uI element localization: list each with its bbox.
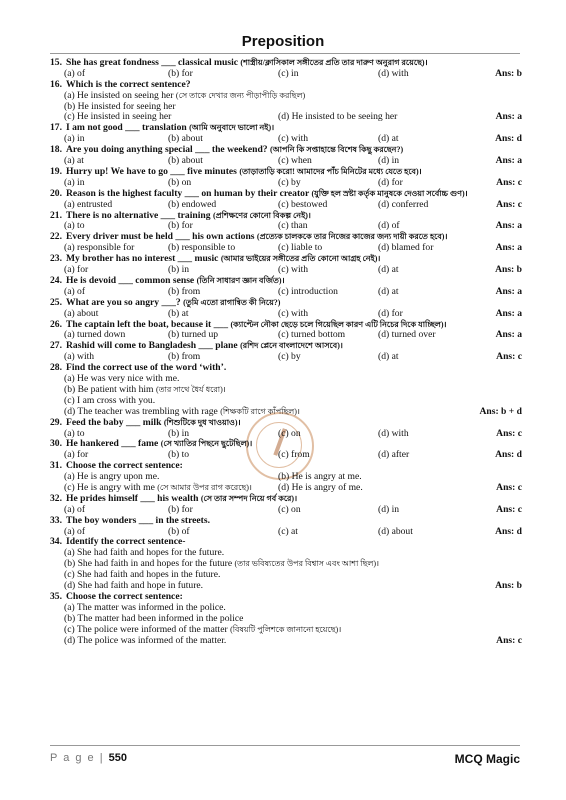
page-footer [50,752,127,764]
bangla-translation: (সে আমার উপর রাগ করেছে)। [157,483,252,492]
option-d: (d) blamed for [378,242,434,254]
option-a: (a) at [64,155,84,167]
option-d: (d) with [378,67,409,79]
option-a: (a) for [64,264,89,276]
option-a: (a) in [64,133,85,145]
question-text: She has great fondness ___ classical music [66,57,238,68]
option-d: (d) turned over [378,329,436,341]
answer-label: Ans: c [496,634,522,646]
option-a: (a) with [64,351,95,363]
option-line [50,636,522,647]
option-a: (a) to [64,427,85,439]
option-b: (b) for [168,67,193,79]
option-d: (d) for [378,176,403,188]
question-number: 27. [50,340,62,352]
option-text: (c) I am cross with you. [64,394,156,406]
option-d: (d) at [378,133,399,145]
option-b: (b) from [168,351,201,363]
bangla-translation: (রশিদ প্লেনে বাংলাদেশে আসবে)। [240,341,343,351]
question-number: 23. [50,253,62,265]
option-text: (b) He insisted for seeing her [64,100,176,112]
option-text: (c) He insisted in seeing her [64,111,172,123]
bangla-translation: (বিষয়টি পুলিশকে জানানো হয়েছে)। [230,624,342,634]
answer-label: Ans: a [495,220,522,232]
answer-label: Ans: c [496,427,522,439]
option-b: (b) for [168,503,193,515]
bangla-translation: (প্রত্যেক চালককে তার নিজের কাজের জন্য দায়ী করতে হবে)। [256,232,448,242]
bangla-translation: (সে তার সম্পদ নিয়ে গর্ব করে)। [200,493,298,503]
question-text: What are you so angry ___? [66,296,181,308]
option-a: (a) of [64,285,86,297]
option-text: (c) He is angry with me [64,482,155,493]
answer-label: Ans: a [495,155,522,167]
option-d: (d) in [378,155,400,167]
option-b: (b) to [168,449,190,461]
option-text: (b) She had faith in and hopes for the future [64,558,233,570]
bangla-translation: (যুক্তি হল স্রষ্টা কর্তৃক মানুষকে দেওয়া সর্বোচ্চ গুণ)। [311,188,468,198]
question-text: Are you doing anything special ___ the weekend? [66,144,268,156]
question-number: 29. [50,416,62,428]
question-number: 35. [50,590,62,602]
option-b: (b) from [168,285,201,297]
answer-label: Ans: b + d [479,405,522,417]
option-text: (a) She had faith and hopes for the future. [64,547,225,559]
question-text: Find the correct use of the word ‘with’. [66,362,227,374]
bangla-translation: (তুমি এতো রাগান্বিত কী নিয়ে?) [183,297,281,307]
question-text: Choose the correct sentence: [66,460,183,472]
bangla-translation: (আমার ভাইয়ের সঙ্গীতের প্রতি কোনো আগ্রহ নেই)। [220,254,381,264]
bangla-translation: (আপনি কি সপ্তাহান্তে বিশেষ কিছু করছেন?) [269,145,404,155]
option-c: (c) when [278,155,312,167]
option-c: (c) by [278,176,301,188]
option-text: (a) He was very nice with me. [64,373,180,385]
question-text: Every driver must be held ___ his own actions [66,231,255,243]
option-d: (d) at [378,264,399,276]
bangla-translation: (আমি অনুবাদে ভালো নই)। [189,123,275,133]
answer-label: Ans: d [495,449,522,461]
question-number: 26. [50,318,62,330]
option-c: (c) with [278,307,309,319]
option-a: (a) responsible for [64,242,135,254]
option-c: (c) introduction [278,285,338,297]
option-d: (d) after [378,449,410,461]
option-c: (c) liable to [278,242,323,254]
bangla-translation: (শিশুটিকে দুধ খাওয়াও)। [163,417,241,427]
question-text: He hankered ___ fame [66,438,159,450]
option-text: (b) Be patient with him [64,383,154,395]
question-number: 30. [50,438,62,450]
option-text: (d) The teacher was trembling with rage [64,405,218,417]
question-number: 34. [50,536,62,548]
question-number: 20. [50,187,62,199]
option-b: (b) at [168,307,189,319]
option-a: (a) turned down [64,329,126,341]
answer-label: Ans: b [495,580,522,592]
option-b: (b) turned up [168,329,219,341]
option-b: (b) of [168,525,190,537]
question-text: The captain left the boat, because it ___ [66,318,229,330]
question-number: 19. [50,165,62,177]
option-d: (d) of [378,220,400,232]
option-a: (a) of [64,525,86,537]
option-c: (c) in [278,67,299,79]
question-list [50,58,522,646]
question-number: 32. [50,492,62,504]
bangla-translation: (সে তাকে দেখার জন্য পীড়াপীড়ি করছিল) [175,90,306,100]
answer-label: Ans: d [495,525,522,537]
answer-label: Ans: a [495,307,522,319]
option-text: (d) She had faith and hope in future. [64,580,204,592]
option-d: (d) conferred [378,198,429,210]
question-number: 33. [50,514,62,526]
option-text: (d) He is angry of me. [278,482,363,493]
header-divider [50,53,520,54]
question-text: Hurry up! We have to go ___ five minutes [66,165,237,177]
question-text: Which is the correct sentence? [66,78,191,90]
option-text: (c) The police were informed of the matter [64,623,228,635]
option-c: (c) bestowed [278,198,328,210]
question-number: 31. [50,460,62,472]
question-text: Rashid will come to Bangladesh ___ plane [66,340,238,352]
question-text: My brother has no interest ___ music [66,253,219,265]
page-number: 550 [108,752,127,764]
question-text: He prides himself ___ his wealth [66,492,199,504]
option-a: (a) about [64,307,99,319]
option-c: (c) turned bottom [278,329,346,341]
question-number: 22. [50,231,62,243]
option-a: (a) of [64,503,86,515]
footer-divider [50,745,520,746]
question-number: 28. [50,362,62,374]
option-c: (c) with [278,133,309,145]
option-b: (b) in [168,427,190,439]
option-text: (d) He insisted to be seeing her [278,111,398,123]
question-stem [50,516,522,527]
option-c: (c) by [278,351,301,363]
question-stem [50,418,522,429]
option-c: (c) at [278,525,298,537]
option-c: (c) from [278,449,310,461]
question-text: The boy wonders ___ in the streets. [66,514,210,526]
option-text: (a) He insisted on seeing her [64,89,174,101]
question-text: He is devoid ___ common sense [66,274,195,286]
bangla-translation: (তার সাথে ধৈর্য ধরো)। [155,384,226,394]
option-text: (d) The police was informed of the matter. [64,634,227,646]
question-text: Choose the correct sentence: [66,590,183,602]
option-d: (d) with [378,427,409,439]
answer-label: Ans: a [495,111,522,123]
option-text: (b) The matter had been informed in the police [64,612,244,624]
bangla-translation: (শাস্ত্রীয়/ক্লাসিকাল সঙ্গীতের প্রতি তার দারুণ অনুরাগ রয়েছে)। [240,58,428,67]
option-b: (b) for [168,220,193,232]
question-text: Reason is the highest faculty ___ on human by their creator [66,187,310,199]
option-d: (d) at [378,285,399,297]
answer-label: Ans: b [495,264,522,276]
option-c: (c) on [278,503,301,515]
option-a: (a) to [64,220,85,232]
answer-label: Ans: b [495,67,522,79]
option-c: (c) on [278,427,301,439]
question-number: 17. [50,122,62,134]
option-b: (b) about [168,133,203,145]
bangla-translation: (শিক্ষকটি রাগে কাঁপছিল)। [220,406,300,416]
page-label: P a g e | [50,752,105,764]
option-c: (c) with [278,264,309,276]
option-d: (d) in [378,503,400,515]
option-text: (b) He is angry at me. [278,471,362,483]
answer-label: Ans: c [496,198,522,210]
question-text: There is no alternative ___ training [66,209,211,221]
question-text: Feed the baby ___ milk [66,416,162,428]
answer-label: Ans: a [495,329,522,341]
option-text: (c) She had faith and hopes in the future. [64,569,221,581]
option-b: (b) on [168,176,192,188]
option-text: (a) He is angry upon me. [64,471,160,483]
question-number: 15. [50,57,62,68]
brand-label: MCQ Magic [454,752,520,766]
question-number: 16. [50,78,62,90]
option-d: (d) about [378,525,413,537]
bangla-translation: (ক্যাপ্টেন নৌকা ছেড়ে চলে গিয়েছিল কারণ এটি নিচের দিকে যাচ্ছিল)। [230,319,447,329]
option-d: (d) at [378,351,399,363]
answer-label: Ans: c [496,176,522,188]
option-c: (c) than [278,220,308,232]
bangla-translation: (তার ভবিষ্যতের উপর বিশ্বাস এবং আশা ছিল)। [234,559,380,569]
option-b: (b) about [168,155,203,167]
question-number: 25. [50,296,62,308]
answer-label: Ans: a [495,285,522,297]
bangla-translation: (প্রশিক্ষণের কোনো বিকল্প নেই)। [212,210,311,220]
bangla-translation: (সে খ্যাতির পিছনে ছুটেছিল)। [160,439,253,449]
question-number: 18. [50,144,62,156]
option-a: (a) in [64,176,85,188]
option-b: (b) in [168,264,190,276]
option-b: (b) endowed [168,198,217,210]
answer-label: Ans: c [496,351,522,363]
option-b: (b) responsible to [168,242,236,254]
answer-label: Ans: c [496,503,522,515]
page-title: Preposition [241,33,325,50]
answer-label: Ans: d [495,133,522,145]
bangla-translation: (তাড়াতাড়ি করো! আমাদের পাঁচ মিনিটের মধ্যে যেতে হবে)। [239,166,422,176]
bangla-translation: (তিনি সাধারণ জ্ঞান বর্জিত)। [196,275,285,285]
option-text: (a) The matter was informed in the police. [64,601,226,613]
answer-label: Ans: a [495,242,522,254]
option-a: (a) for [64,449,89,461]
question-number: 21. [50,209,62,221]
answer-label: Ans: c [496,482,522,493]
question-text: I am not good ___ translation [66,122,187,134]
option-d: (d) for [378,307,403,319]
question-text: Identify the correct sentence- [66,536,186,548]
option-a: (a) entrusted [64,198,113,210]
option-a: (a) of [64,67,86,79]
question-number: 24. [50,274,62,286]
